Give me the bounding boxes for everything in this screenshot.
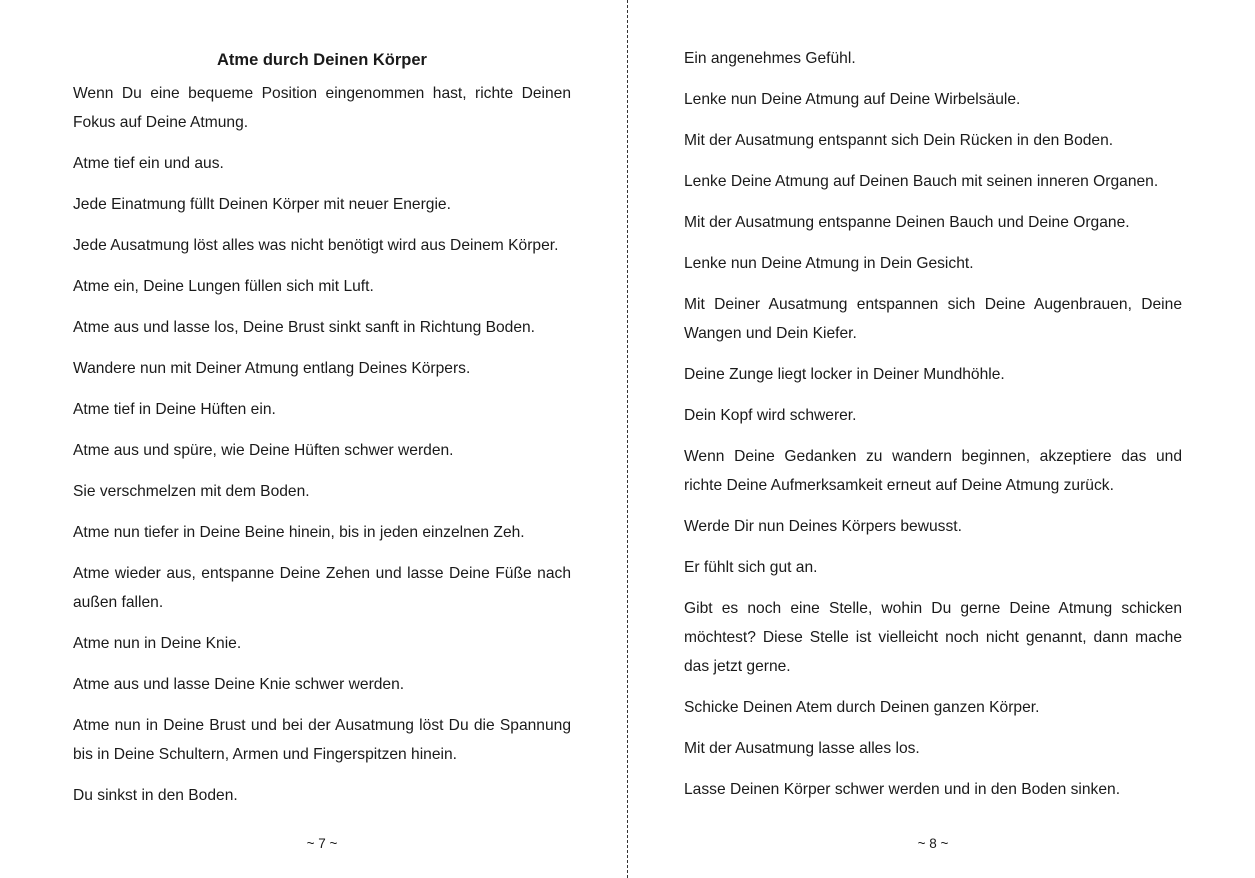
paragraph: Atme nun in Deine Brust und bei der Ausatmung löst Du die Spannung bis in Deine Schultern, Armen und Fingerspitzen hinein. [73, 717, 571, 763]
paragraph: Werde Dir nun Deines Körpers bewusst. [684, 518, 962, 535]
paragraph: Atme nun in Deine Knie. [73, 635, 242, 652]
paragraph: Atme aus und spüre, wie Deine Hüften schwer werden. [73, 442, 454, 459]
paragraph: Atme tief in Deine Hüften ein. [73, 401, 276, 418]
paragraph: Wenn Du eine bequeme Position eingenommen hast, richte Deinen Fokus auf Deine Atmung. [73, 85, 571, 131]
page-divider [627, 0, 628, 878]
paragraph: Gibt es noch eine Stelle, wohin Du gerne Deine Atmung schicken möchtest? Diese Stelle ist vielleicht noch nicht genannt, dann mache das jetzt gerne. [684, 600, 1182, 675]
paragraph: Sie verschmelzen mit dem Boden. [73, 483, 310, 500]
paragraph: Lasse Deinen Körper schwer werden und in den Boden sinken. [684, 781, 1121, 798]
right-page [684, 0, 1182, 851]
paragraph: Atme aus und lasse Deine Knie schwer werden. [73, 676, 405, 693]
paragraph: Mit der Ausatmung entspanne Deinen Bauch und Deine Organe. [684, 214, 1130, 231]
paragraph: Atme wieder aus, entspanne Deine Zehen und lasse Deine Füße nach außen fallen. [73, 565, 571, 611]
paragraph: Lenke nun Deine Atmung auf Deine Wirbelsäule. [684, 91, 1021, 108]
paragraph: Atme ein, Deine Lungen füllen sich mit Luft. [73, 278, 374, 295]
paragraph: Wenn Deine Gedanken zu wandern beginnen, akzeptiere das und richte Deine Aufmerksamkeit erneut auf Deine Atmung zurück. [684, 448, 1182, 494]
paragraph: Mit Deiner Ausatmung entspannen sich Deine Augenbrauen, Deine Wangen und Dein Kiefer. [684, 296, 1182, 342]
paragraph: Er fühlt sich gut an. [684, 559, 818, 576]
paragraph: Atme aus und lasse los, Deine Brust sinkt sanft in Richtung Boden. [73, 319, 535, 336]
paragraph: Dein Kopf wird schwerer. [684, 407, 857, 424]
paragraph: Atme tief ein und aus. [73, 155, 224, 172]
paragraph: Lenke Deine Atmung auf Deinen Bauch mit seinen inneren Organen. [684, 173, 1159, 190]
paragraph: Jede Ausatmung löst alles was nicht benötigt wird aus Deinem Körper. [73, 237, 559, 254]
paragraph: Ein angenehmes Gefühl. [684, 50, 856, 67]
paragraph: Jede Einatmung füllt Deinen Körper mit neuer Energie. [73, 196, 451, 213]
paragraph: Mit der Ausatmung entspannt sich Dein Rücken in den Boden. [684, 132, 1114, 149]
paragraph: Schicke Deinen Atem durch Deinen ganzen Körper. [684, 699, 1040, 716]
paragraph: Du sinkst in den Boden. [73, 787, 238, 804]
paragraph: Mit der Ausatmung lasse alles los. [684, 740, 920, 757]
paragraph: Deine Zunge liegt locker in Deiner Mundhöhle. [684, 366, 1005, 383]
right-page-text [684, 44, 1182, 804]
page-number-left: ~ 7 ~ [306, 836, 338, 851]
page-title: Atme durch Deinen Körper [217, 51, 427, 69]
page-number-right: ~ 8 ~ [917, 836, 949, 851]
paragraph: Atme nun tiefer in Deine Beine hinein, bis in jeden einzelnen Zeh. [73, 524, 525, 541]
left-page [73, 0, 571, 851]
paragraph: Wandere nun mit Deiner Atmung entlang Deines Körpers. [73, 360, 471, 377]
left-page-text [73, 79, 571, 810]
paragraph: Lenke nun Deine Atmung in Dein Gesicht. [684, 255, 974, 272]
